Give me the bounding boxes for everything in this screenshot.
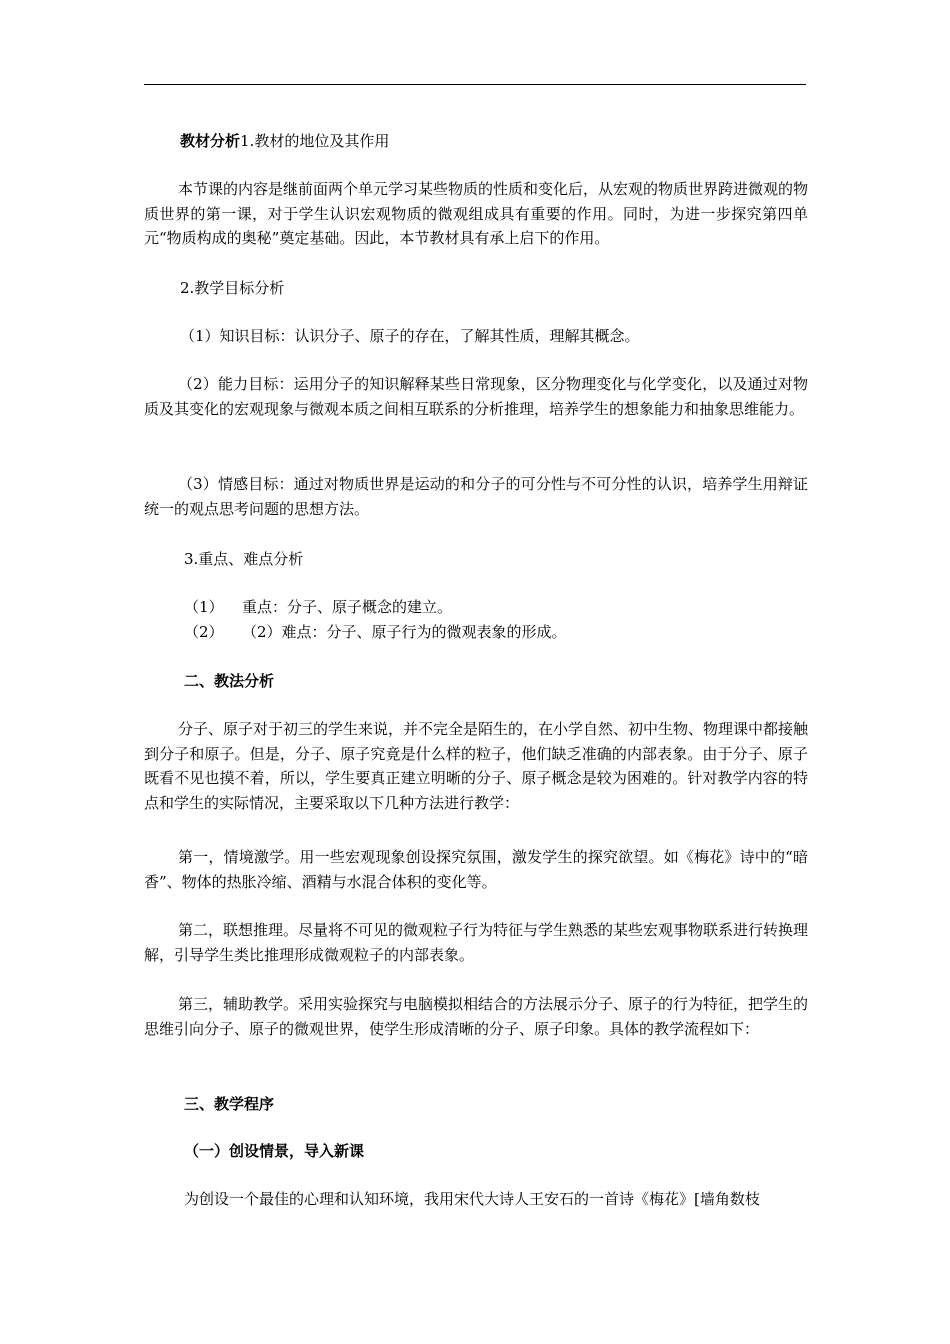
teaching-goals-heading: 2.教学目标分析: [180, 279, 285, 297]
section1-heading: [180, 130, 389, 152]
section2-paragraph-1: 分子、原子对于初三的学生来说，并不完全是陌生的，在小学自然、初中生物、物理课中都接触到分子和原子。但是，分子、原子究竟是什么样的粒子，他们缺乏准确的内部表象。由于分子、原子既看不见也摸不着，所以，学生要真正建立明晰的分子、原子概念是较为困难的。针对教学内容的特点和学生的实际情况，主要采取以下几种方法进行教学：: [144, 720, 809, 812]
key-point-text: 重点：分子、原子概念的建立。: [242, 598, 453, 616]
section1-heading-rest: 1.教材的地位及其作用: [240, 132, 390, 150]
difficulty-text: （2）难点：分子、原子行为的微观表象的形成。: [242, 623, 567, 641]
key-point-number: （1）: [184, 598, 224, 616]
section3-heading: 三、教学程序: [184, 1095, 275, 1113]
goal-emotion: （3）情感目标：通过对物质世界是运动的和分子的可分性与不可分性的认识，培养学生用辩证统一的观点思考问题的思想方法。: [144, 475, 808, 518]
section1-heading-bold: 教材分析: [180, 132, 241, 150]
section3-paragraph-1: 为创设一个最佳的心理和认知环境，我用宋代大诗人王安石的一首诗《梅花》[墙角数枝: [184, 1190, 760, 1208]
difficulty-item: [184, 621, 567, 643]
header-rule: [144, 84, 806, 85]
section2-heading: 二、教法分析: [184, 672, 275, 690]
goal-knowledge: （1）知识目标：认识分子、原子的存在，了解其性质，理解其概念。: [180, 327, 640, 345]
section2-paragraph-3: 第二，联想推理。尽量将不可见的微观粒子行为特征与学生熟悉的某些宏观事物联系进行转换理解，引导学生类比推理形成微观粒子的内部表象。: [144, 921, 809, 964]
section1-paragraph-1: 本节课的内容是继前面两个单元学习某些物质的性质和变化后，从宏观的物质世界跨进微观的物质世界的第一课，对于学生认识宏观物质的微观组成具有重要的作用。同时，为进一步探究第四单元“物质构成的奥秘”奠定基础。因此，本节教材具有承上启下的作用。: [144, 180, 809, 247]
key-difficulty-heading: 3.重点、难点分析: [184, 550, 304, 568]
key-point-item: [184, 596, 452, 618]
section3-subheading-1: （一）创设情景，导入新课: [184, 1142, 365, 1160]
section2-paragraph-2: 第一，情境激学。用一些宏观现象创设探究氛围，激发学生的探究欲望。如《梅花》诗中的“暗香”、物体的热胀冷缩、酒精与水混合体积的变化等。: [144, 848, 808, 891]
difficulty-number: （2）: [184, 623, 224, 641]
goal-ability: （2）能力目标：运用分子的知识解释某些日常现象，区分物理变化与化学变化，以及通过对物质及其变化的宏观现象与微观本质之间相互联系的分析推理，培养学生的想象能力和抽象思维能力。: [144, 375, 808, 418]
section2-paragraph-4: 第三，辅助教学。采用实验探究与电脑模拟相结合的方法展示分子、原子的行为特征，把学生的思维引向分子、原子的微观世界，使学生形成清晰的分子、原子印象。具体的教学流程如下：: [144, 995, 809, 1038]
